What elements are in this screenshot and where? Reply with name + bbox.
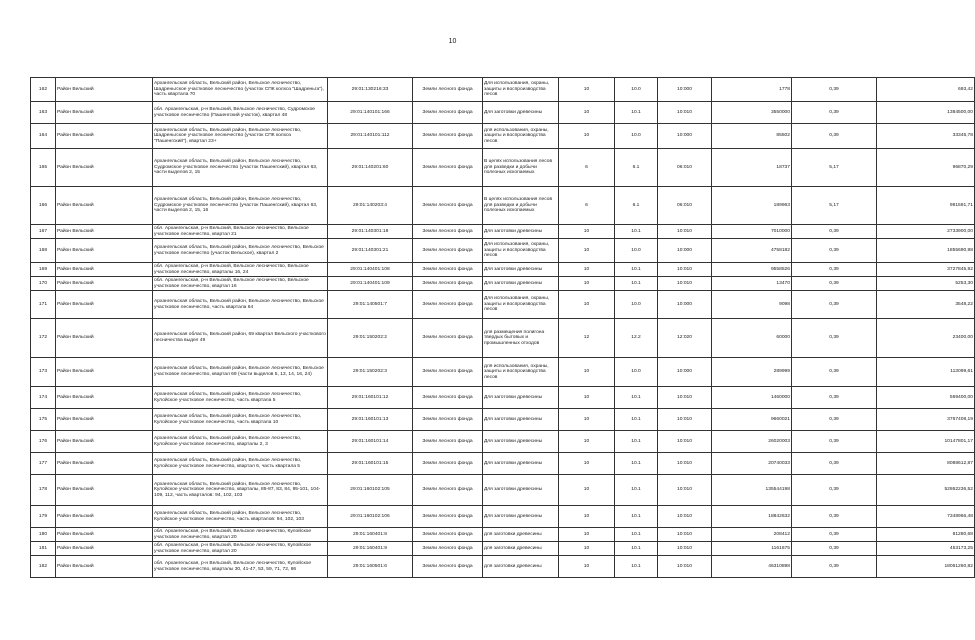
parcel-table-body <box>31 78 975 578</box>
rate-cell: 0,39 <box>792 409 877 431</box>
cadastral-value-cell: 981591,71 <box>877 187 975 225</box>
land-category-cell: Земли лесного фонда <box>413 453 483 475</box>
rate-cell: 0,39 <box>792 358 877 387</box>
rate-cell: 0,39 <box>792 431 877 453</box>
cadastral-number-cell: 29:01:160401:8 <box>328 528 413 542</box>
area-cell: 60000 <box>712 319 792 358</box>
address-cell: Архангельская область, Вельский район, Вельское лесничество, Шадреньгское участковое лесничество (участок СПК колхоз "Шадреньга"), часть квартала 70 <box>153 78 328 102</box>
row-number-cell: 172 <box>31 319 56 358</box>
land-category-cell: Земли лесного фонда <box>413 187 483 225</box>
use-code-cell: 10:010 <box>658 387 712 409</box>
address-cell: обл. Архангельская, р-н Вельский, Вельское лесничество, Кулойское участковое лесничество, квартал 20 <box>153 542 328 556</box>
rate-cell: 0,39 <box>792 102 877 124</box>
table-row <box>31 453 975 475</box>
land-category-cell: Земли лесного фонда <box>413 102 483 124</box>
use-code-cell: 10:010 <box>658 453 712 475</box>
land-category-cell: Земли лесного фонда <box>413 225 483 239</box>
use-group-cell: 10 <box>559 542 615 556</box>
use-code-cell: 10:010 <box>658 556 712 578</box>
cadastral-number-cell: 29:01:160501:6 <box>328 556 413 578</box>
cadastral-value-cell: 23400,00 <box>877 319 975 358</box>
use-group-cell: 10 <box>559 453 615 475</box>
land-category-cell: Земли лесного фонда <box>413 277 483 291</box>
district-cell: Район Вельский <box>56 277 153 291</box>
rate-cell: 5,17 <box>792 187 877 225</box>
cadastral-number-cell: 29:01:160102:106 <box>328 506 413 528</box>
cadastral-value-cell: 5253,30 <box>877 277 975 291</box>
use-subgroup-cell: 10.0 <box>615 239 658 263</box>
row-number-cell: 177 <box>31 453 56 475</box>
row-number-cell: 179 <box>31 506 56 528</box>
district-cell: Район Вельский <box>56 319 153 358</box>
use-subgroup-cell: 10.1 <box>615 102 658 124</box>
use-subgroup-cell: 10.1 <box>615 387 658 409</box>
permitted-use-cell: Для использования, охраны, защиты и воспроизводства лесов <box>483 78 559 102</box>
use-subgroup-cell: 10.1 <box>615 263 658 277</box>
rate-cell: 0,39 <box>792 528 877 542</box>
use-code-cell: 10:000 <box>658 291 712 319</box>
cadastral-value-cell: 33345,78 <box>877 124 975 149</box>
use-subgroup-cell: 6.1 <box>615 187 658 225</box>
use-code-cell: 12:020 <box>658 319 712 358</box>
use-code-cell: 10:010 <box>658 542 712 556</box>
row-number-cell: 162 <box>31 78 56 102</box>
use-group-cell: 10 <box>559 506 615 528</box>
land-category-cell: Земли лесного фонда <box>413 78 483 102</box>
cadastral-value-cell: 8088612,87 <box>877 453 975 475</box>
cadastral-number-cell: 29:01:160101:14 <box>328 431 413 453</box>
use-subgroup-cell: 10.1 <box>615 277 658 291</box>
table-row <box>31 78 975 102</box>
use-subgroup-cell: 6.1 <box>615 149 658 187</box>
use-subgroup-cell: 10.1 <box>615 542 658 556</box>
address-cell: Архангельская область, Вельский район, Вельское лесничество, Кулойское участковое лесничество, кварталы, 85-87, 83, 84, 95-101, 104-109, 112, часть кварталов: 94, 102, 103 <box>153 475 328 506</box>
district-cell: Район Вельский <box>56 187 153 225</box>
rate-cell: 0,39 <box>792 556 877 578</box>
land-category-cell: Земли лесного фонда <box>413 387 483 409</box>
row-number-cell: 171 <box>31 291 56 319</box>
row-number-cell: 174 <box>31 387 56 409</box>
cadastral-number-cell: 29:01:140301:18 <box>328 225 413 239</box>
use-code-cell: 10:010 <box>658 263 712 277</box>
address-cell: Архангельская область, Вельский район, Вельское лесничество, Судромское участковое лесничество (участок Пашенгский), квартал 63, части выделов 2, 15, 16 <box>153 187 328 225</box>
table-row <box>31 319 975 358</box>
use-code-cell: 06:010 <box>658 149 712 187</box>
district-cell: Район Вельский <box>56 78 153 102</box>
land-category-cell: Земли лесного фонда <box>413 431 483 453</box>
use-group-cell: 10 <box>559 528 615 542</box>
area-cell: 9558526 <box>712 263 792 277</box>
address-cell: обл. Архангельская, р-н Вельский, Вельское лесничество, Вельское участковое лесничество, квартал 21 <box>153 225 328 239</box>
permitted-use-cell: В целях использования лесов для разведки и добычи полезных ископаемых <box>483 187 559 225</box>
area-cell: 20740033 <box>712 453 792 475</box>
use-group-cell: 10 <box>559 124 615 149</box>
permitted-use-cell: В целях использования лесов для разведки и добычи полезных ископаемых <box>483 149 559 187</box>
address-cell: Архангельская область, Вельский район, Вельское лесничество, Вельское участковое лесничество (участок Вельское), квартал 2 <box>153 239 328 263</box>
use-code-cell: 10:010 <box>658 475 712 506</box>
permitted-use-cell: Для заготовки древесины <box>483 453 559 475</box>
use-subgroup-cell: 10.1 <box>615 225 658 239</box>
row-number-cell: 178 <box>31 475 56 506</box>
use-group-cell: 6 <box>559 187 615 225</box>
table-row <box>31 225 975 239</box>
table-row <box>31 277 975 291</box>
permitted-use-cell: для заготовки древесины <box>483 528 559 542</box>
district-cell: Район Вельский <box>56 239 153 263</box>
use-group-cell: 10 <box>559 291 615 319</box>
district-cell: Район Вельский <box>56 149 153 187</box>
permitted-use-cell: Для заготовки древесины <box>483 475 559 506</box>
use-code-cell: 10:000 <box>658 358 712 387</box>
table-row <box>31 358 975 387</box>
use-subgroup-cell: 10.1 <box>615 453 658 475</box>
cadastral-number-cell: 29:01:140401:109 <box>328 277 413 291</box>
cadastral-number-cell: 29:01:140201:60 <box>328 149 413 187</box>
cadastral-number-cell: 29:01:130216:33 <box>328 78 413 102</box>
area-cell: 46310898 <box>712 556 792 578</box>
rate-cell: 0,39 <box>792 291 877 319</box>
table-row <box>31 431 975 453</box>
area-cell: 85502 <box>712 124 792 149</box>
cadastral-value-cell: 7348966,48 <box>877 506 975 528</box>
cadastral-value-cell: 1855690,98 <box>877 239 975 263</box>
row-number-cell: 173 <box>31 358 56 387</box>
cadastral-value-cell: 96870,29 <box>877 149 975 187</box>
cadastral-value-cell: 52862236,52 <box>877 475 975 506</box>
use-subgroup-cell: 10.1 <box>615 506 658 528</box>
address-cell: обл. Архангельская, р-н Вельский, Вельское лесничество, Вельское участковое лесничество, кварталы 16, 24 <box>153 263 328 277</box>
address-cell: Архангельская область, Вельский район, Вельское лесничество, Кулойское участковое лесничество, часть квартала 5 <box>153 387 328 409</box>
cadastral-number-cell: 29:01:140301:21 <box>328 239 413 263</box>
area-cell: 4758182 <box>712 239 792 263</box>
permitted-use-cell: для размещения полигона твердых бытовых и промышленных отходов <box>483 319 559 358</box>
permitted-use-cell: Для заготовки древесины <box>483 225 559 239</box>
use-subgroup-cell: 10.1 <box>615 431 658 453</box>
address-cell: обл. Архангельская, р-н Вельский, Вельское лесничество, Вельское участковое лесничество, квартал 16 <box>153 277 328 291</box>
row-number-cell: 181 <box>31 542 56 556</box>
use-group-cell: 10 <box>559 239 615 263</box>
district-cell: Район Вельский <box>56 409 153 431</box>
table-row <box>31 291 975 319</box>
permitted-use-cell: Для заготовки древесины <box>483 506 559 528</box>
use-group-cell: 10 <box>559 556 615 578</box>
table-row <box>31 263 975 277</box>
land-category-cell: Земли лесного фонда <box>413 239 483 263</box>
district-cell: Район Вельский <box>56 453 153 475</box>
permitted-use-cell: Для заготовки древесины <box>483 263 559 277</box>
address-cell: Архангельская область, Вельский район, Вельское лесничество, Судромское участковое лесничество (участок Пашенгский), квартал 63, части выделов 2, 15 <box>153 149 328 187</box>
address-cell: Архангельская область, Вельский район, Вельское лесничество, Вельское участковое лесничество, часть квартала 64 <box>153 291 328 319</box>
land-category-cell: Земли лесного фонда <box>413 475 483 506</box>
address-cell: Архангельская область, Вельский район, Вельское лесничество, Кулойское участковое лесничество, часть кварталов: 94, 102, 103 <box>153 506 328 528</box>
cadastral-number-cell: 29:01:160101:13 <box>328 409 413 431</box>
rate-cell: 0,39 <box>792 387 877 409</box>
cadastral-number-cell: 29:01:140501:7 <box>328 291 413 319</box>
table-row <box>31 387 975 409</box>
permitted-use-cell: для использования, охраны, защиты и воспроизводства лесов <box>483 358 559 387</box>
rate-cell: 0,39 <box>792 239 877 263</box>
land-category-cell: Земли лесного фонда <box>413 556 483 578</box>
cadastral-value-cell: 2733900,00 <box>877 225 975 239</box>
rate-cell: 0,39 <box>792 277 877 291</box>
area-cell: 7010000 <box>712 225 792 239</box>
rate-cell: 0,39 <box>792 263 877 277</box>
row-number-cell: 180 <box>31 528 56 542</box>
row-number-cell: 175 <box>31 409 56 431</box>
permitted-use-cell: Для заготовки древесины <box>483 102 559 124</box>
use-group-cell: 10 <box>559 387 615 409</box>
use-group-cell: 10 <box>559 409 615 431</box>
cadastral-number-cell: 29:01:140101:166 <box>328 102 413 124</box>
use-group-cell: 10 <box>559 358 615 387</box>
use-code-cell: 10:010 <box>658 277 712 291</box>
rate-cell: 0,39 <box>792 453 877 475</box>
address-cell: обл. Архангельская, р-н Вельский, Вельское лесничество, Кулойское участковое лесничество, квартал 20 <box>153 528 328 542</box>
permitted-use-cell: Для заготовки древесины <box>483 431 559 453</box>
address-cell: Архангельская область, Вельский район, Вельское лесничество, Кулойское участковое лесничество, квартал 6, часть квартала 5 <box>153 453 328 475</box>
address-cell: обл. Архангельская, р-н Вельский, Вельское лесничество, Судромское участковое лесничество (Пашенгский участок), квартал 48 <box>153 102 328 124</box>
cadastral-value-cell: 113099,61 <box>877 358 975 387</box>
use-group-cell: 10 <box>559 102 615 124</box>
rate-cell: 0,39 <box>792 475 877 506</box>
row-number-cell: 182 <box>31 556 56 578</box>
address-cell: Архангельская область, Вельский район, Вельское лесничество, Шадреньгское участковое лесничество (участок СПК колхоз "Пашенгский"), квартал 23+ <box>153 124 328 149</box>
use-subgroup-cell: 10.0 <box>615 358 658 387</box>
row-number-cell: 165 <box>31 149 56 187</box>
area-cell: 1460000 <box>712 387 792 409</box>
use-group-cell: 10 <box>559 475 615 506</box>
use-group-cell: 10 <box>559 78 615 102</box>
cadastral-value-cell: 3548,22 <box>877 291 975 319</box>
table-row <box>31 187 975 225</box>
use-code-cell: 10:010 <box>658 102 712 124</box>
land-category-cell: Земли лесного фонда <box>413 149 483 187</box>
use-code-cell: 10:010 <box>658 225 712 239</box>
district-cell: Район Вельский <box>56 263 153 277</box>
use-code-cell: 10:010 <box>658 409 712 431</box>
use-code-cell: 10:010 <box>658 528 712 542</box>
rate-cell: 0,39 <box>792 319 877 358</box>
rate-cell: 0,39 <box>792 542 877 556</box>
use-subgroup-cell: 10.1 <box>615 556 658 578</box>
cadastral-value-cell: 1384500,00 <box>877 102 975 124</box>
land-category-cell: Земли лесного фонда <box>413 124 483 149</box>
rate-cell: 0,39 <box>792 78 877 102</box>
permitted-use-cell: Для заготовки древесины <box>483 409 559 431</box>
area-cell: 9660021 <box>712 409 792 431</box>
row-number-cell: 168 <box>31 239 56 263</box>
district-cell: Район Вельский <box>56 358 153 387</box>
cadastral-number-cell: 29:01:150202:3 <box>328 358 413 387</box>
use-subgroup-cell: 12.2 <box>615 319 658 358</box>
cadastral-value-cell: 453173,25 <box>877 542 975 556</box>
use-group-cell: 12 <box>559 319 615 358</box>
address-cell: Архангельская область, Вельский район, 69 квартал Вельского участкового лесничества выдел 49 <box>153 319 328 358</box>
use-subgroup-cell: 10.1 <box>615 528 658 542</box>
land-category-cell: Земли лесного фонда <box>413 291 483 319</box>
use-code-cell: 10:000 <box>658 124 712 149</box>
use-group-cell: 10 <box>559 263 615 277</box>
area-cell: 289999 <box>712 358 792 387</box>
district-cell: Район Вельский <box>56 528 153 542</box>
area-cell: 1161675 <box>712 542 792 556</box>
cadastral-value-cell: 693,42 <box>877 78 975 102</box>
use-subgroup-cell: 10.1 <box>615 475 658 506</box>
cadastral-number-cell: 29:01:140203:4 <box>328 187 413 225</box>
row-number-cell: 164 <box>31 124 56 149</box>
rate-cell: 0,39 <box>792 506 877 528</box>
row-number-cell: 176 <box>31 431 56 453</box>
permitted-use-cell: Для заготовки древесины <box>483 387 559 409</box>
area-cell: 1778 <box>712 78 792 102</box>
use-subgroup-cell: 10.0 <box>615 124 658 149</box>
use-group-cell: 6 <box>559 149 615 187</box>
area-cell: 18737 <box>712 149 792 187</box>
permitted-use-cell: Для использования, охраны, защиты и воспроизводства лесов <box>483 291 559 319</box>
permitted-use-cell: для использования, охраны, защиты и воспроизводства лесов <box>483 124 559 149</box>
rate-cell: 0,39 <box>792 225 877 239</box>
use-group-cell: 10 <box>559 225 615 239</box>
page-number: 10 <box>448 38 457 45</box>
district-cell: Район Вельский <box>56 387 153 409</box>
area-cell: 9098 <box>712 291 792 319</box>
area-cell: 208412 <box>712 528 792 542</box>
use-code-cell: 06:010 <box>658 187 712 225</box>
area-cell: 13470 <box>712 277 792 291</box>
parcel-table <box>30 77 975 578</box>
cadastral-number-cell: 29:01:160401:9 <box>328 542 413 556</box>
table-row <box>31 556 975 578</box>
use-subgroup-cell: 10.0 <box>615 291 658 319</box>
cadastral-value-cell: 10147801,17 <box>877 431 975 453</box>
table-row <box>31 475 975 506</box>
cadastral-number-cell: 29:01:150202:2 <box>328 319 413 358</box>
permitted-use-cell: для заготовки древесины <box>483 556 559 578</box>
cadastral-number-cell: 29:01:160101:15 <box>328 453 413 475</box>
area-cell: 26020003 <box>712 431 792 453</box>
district-cell: Район Вельский <box>56 102 153 124</box>
land-category-cell: Земли лесного фонда <box>413 263 483 277</box>
district-cell: Район Вельский <box>56 556 153 578</box>
area-cell: 18842632 <box>712 506 792 528</box>
cadastral-value-cell: 569400,00 <box>877 387 975 409</box>
district-cell: Район Вельский <box>56 475 153 506</box>
table-row <box>31 528 975 542</box>
cadastral-value-cell: 3727845,92 <box>877 263 975 277</box>
address-cell: Архангельская область, Вельский район, Вельское лесничество, Вельское участковое лесничество, квартал 69 (части выделов 5, 13, 14, 16, 24) <box>153 358 328 387</box>
table-row <box>31 239 975 263</box>
district-cell: Район Вельский <box>56 431 153 453</box>
row-number-cell: 163 <box>31 102 56 124</box>
land-category-cell: Земли лесного фонда <box>413 358 483 387</box>
address-cell: Архангельская область, Вельский район, Вельское лесничество, Кулойское участковое лесничество, часть квартала 10 <box>153 409 328 431</box>
district-cell: Район Вельский <box>56 124 153 149</box>
address-cell: обл. Архангельская, р-н Вельский, Вельское лесничество, Кулойское участковое лесничество, кварталы 30, 41-47, 53, 59, 71, 72, 86 <box>153 556 328 578</box>
district-cell: Район Вельский <box>56 506 153 528</box>
use-code-cell: 10:000 <box>658 78 712 102</box>
table-row <box>31 124 975 149</box>
table-row <box>31 149 975 187</box>
rate-cell: 0,39 <box>792 124 877 149</box>
use-code-cell: 10:010 <box>658 506 712 528</box>
table-row <box>31 542 975 556</box>
permitted-use-cell: Для заготовки древесины <box>483 277 559 291</box>
cadastral-value-cell: 3767408,19 <box>877 409 975 431</box>
land-category-cell: Земли лесного фонда <box>413 542 483 556</box>
row-number-cell: 169 <box>31 263 56 277</box>
land-category-cell: Земли лесного фонда <box>413 409 483 431</box>
use-code-cell: 10:000 <box>658 239 712 263</box>
cadastral-number-cell: 29:01:140401:108 <box>328 263 413 277</box>
table-row <box>31 409 975 431</box>
row-number-cell: 166 <box>31 187 56 225</box>
cadastral-number-cell: 29:01:160102:105 <box>328 475 413 506</box>
use-group-cell: 10 <box>559 277 615 291</box>
use-group-cell: 10 <box>559 431 615 453</box>
row-number-cell: 170 <box>31 277 56 291</box>
use-subgroup-cell: 10.1 <box>615 409 658 431</box>
cadastral-value-cell: 18061260,82 <box>877 556 975 578</box>
district-cell: Район Вельский <box>56 542 153 556</box>
area-cell: 135544198 <box>712 475 792 506</box>
use-code-cell: 10:010 <box>658 431 712 453</box>
land-category-cell: Земли лесного фонда <box>413 528 483 542</box>
table-row <box>31 506 975 528</box>
cadastral-value-cell: 81280,68 <box>877 528 975 542</box>
table-row <box>31 102 975 124</box>
district-cell: Район Вельский <box>56 291 153 319</box>
use-subgroup-cell: 10.0 <box>615 78 658 102</box>
permitted-use-cell: для заготовки древесины <box>483 542 559 556</box>
district-cell: Район Вельский <box>56 225 153 239</box>
address-cell: Архангельская область, Вельский район, Вельское лесничество, Кулойское участковое лесничество, кварталы 2, 3 <box>153 431 328 453</box>
land-category-cell: Земли лесного фонда <box>413 319 483 358</box>
cadastral-number-cell: 29:01:160101:12 <box>328 387 413 409</box>
land-category-cell: Земли лесного фонда <box>413 506 483 528</box>
area-cell: 3550000 <box>712 102 792 124</box>
area-cell: 189963 <box>712 187 792 225</box>
row-number-cell: 167 <box>31 225 56 239</box>
cadastral-number-cell: 29:01:140101:112 <box>328 124 413 149</box>
rate-cell: 5,17 <box>792 149 877 187</box>
permitted-use-cell: Для использования, охраны, защиты и воспроизводства лесов <box>483 239 559 263</box>
